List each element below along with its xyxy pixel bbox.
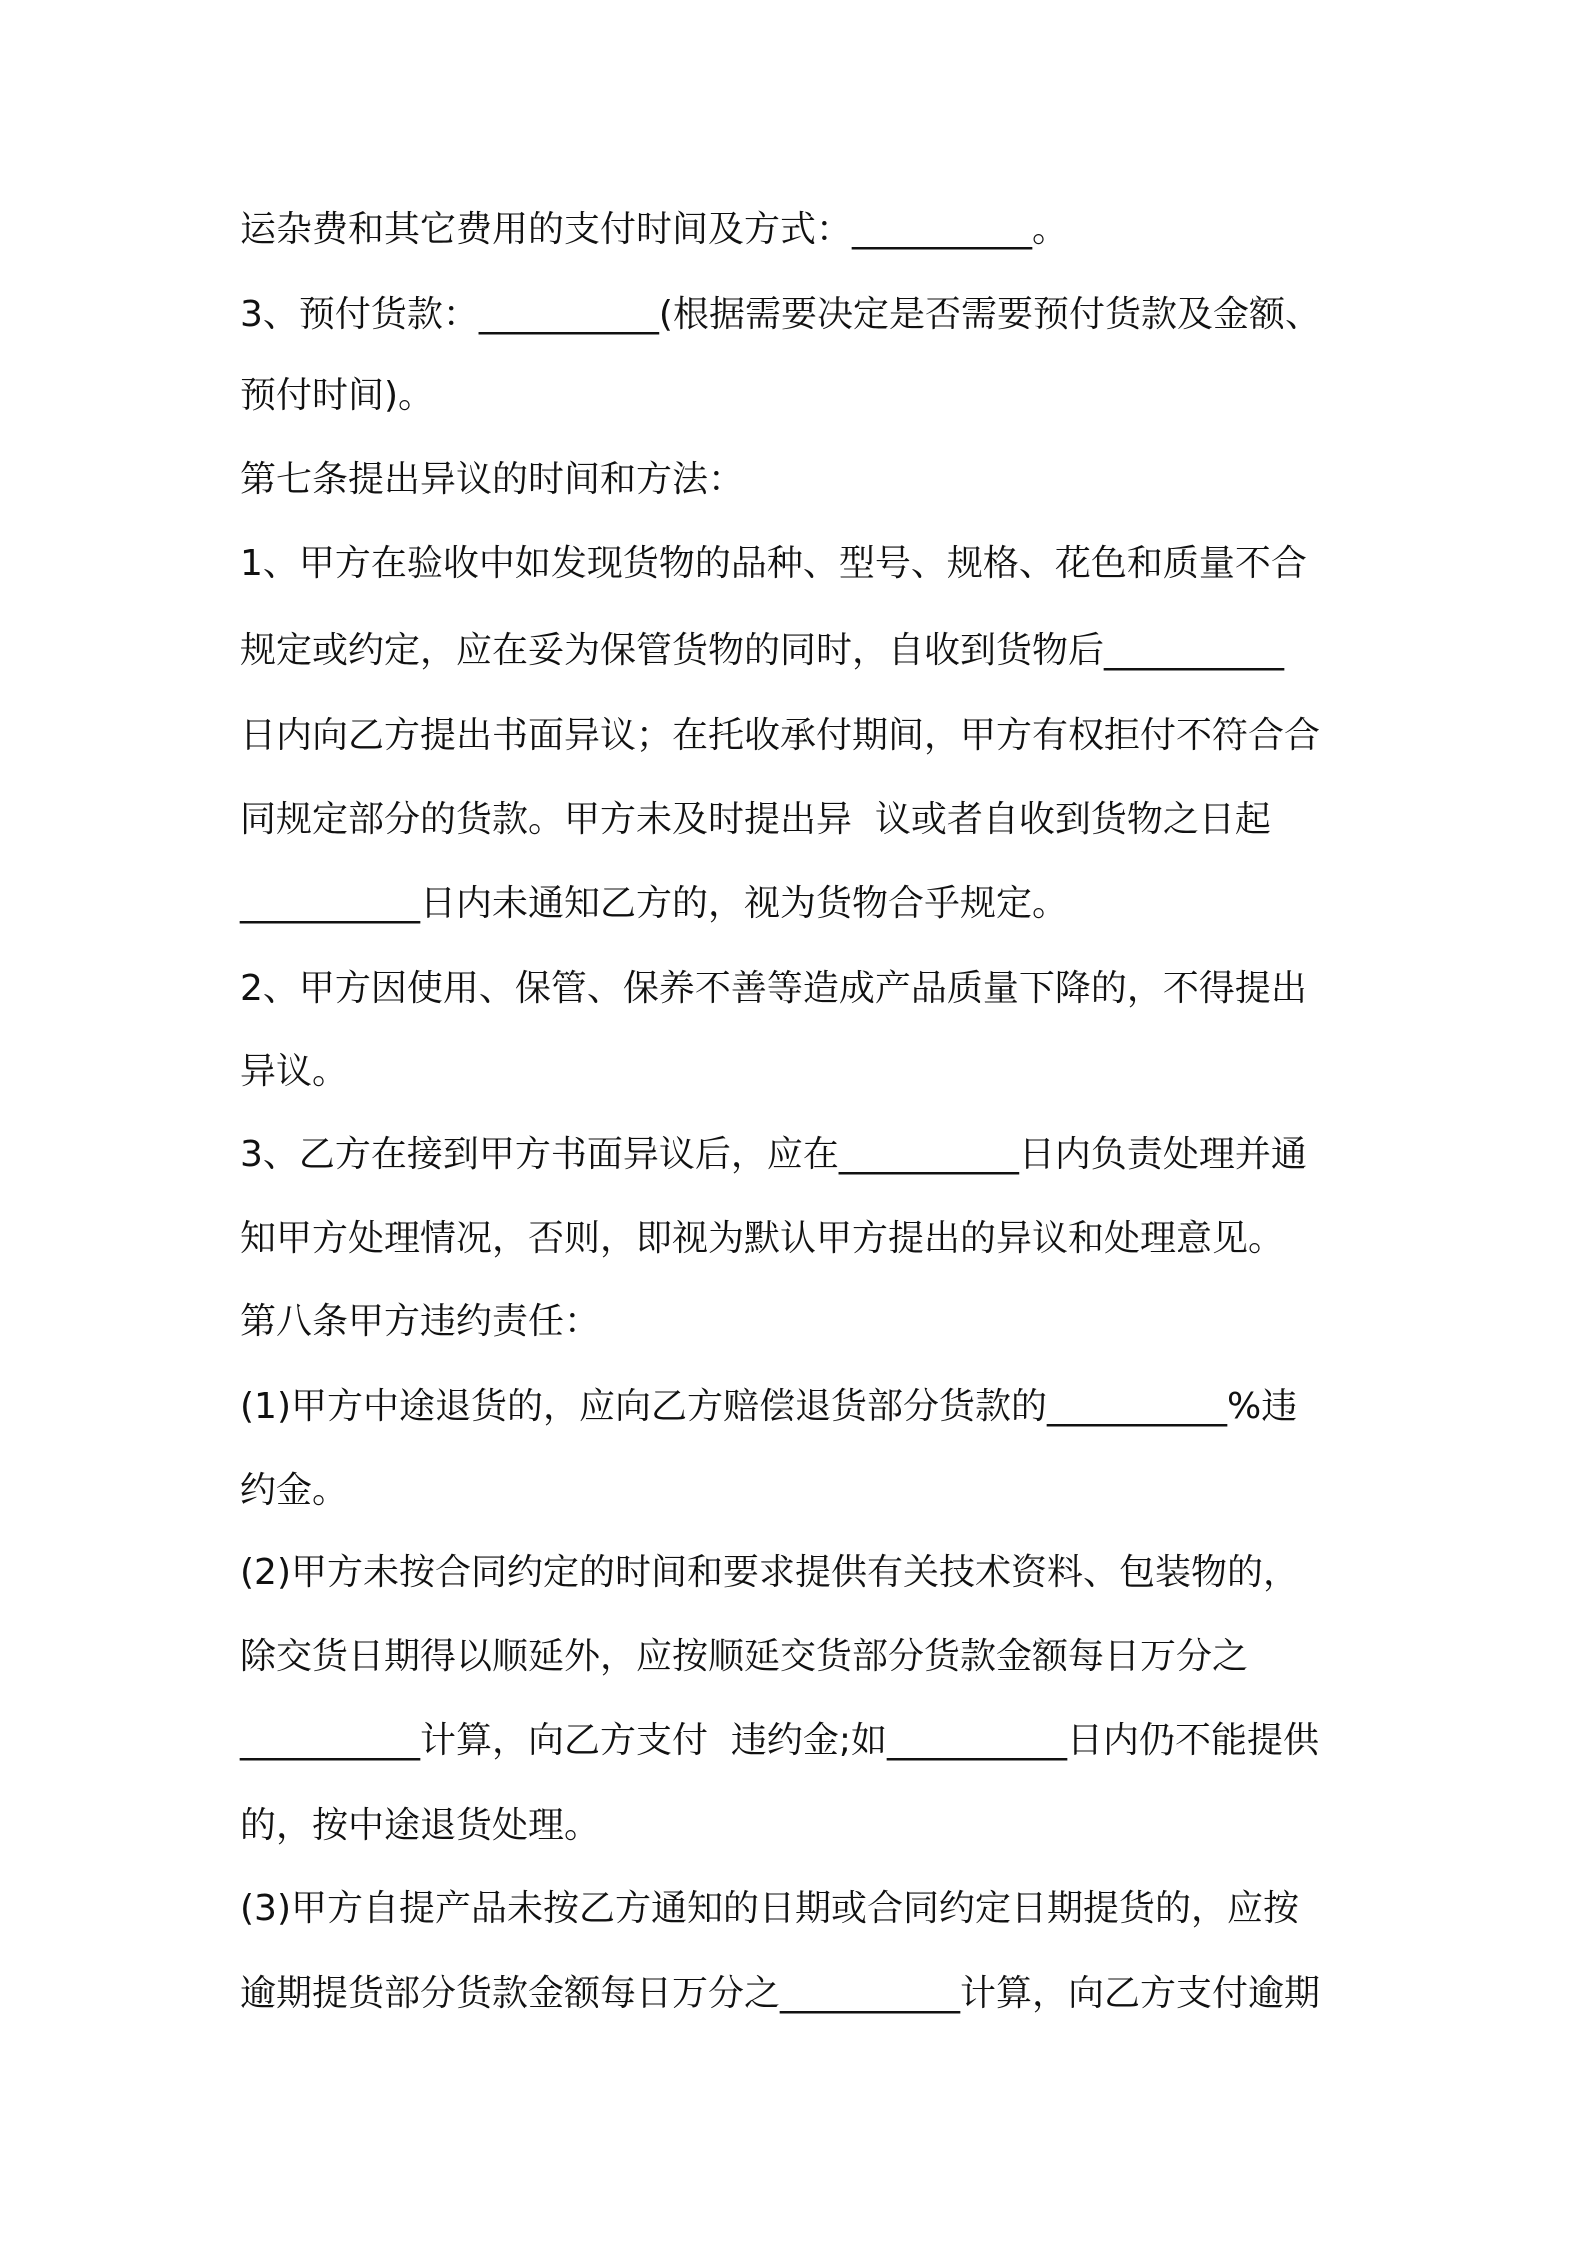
text-line: 2、甲方因使用、保管、保养不善等造成产品质量下降的，不得提出 <box>240 968 1307 1009</box>
text-line: 知甲方处理情况，否则，即视为默认甲方提出的异议和处理意见。 <box>240 1218 1285 1259</box>
text-line: 同规定部分的货款。甲方未及时提出异 议或者自收到货物之日起 <box>240 799 1271 840</box>
text-line: (3)甲方自提产品未按乙方通知的日期或合同约定日期提货的，应按 <box>240 1888 1299 1929</box>
text-line: __________日内未通知乙方的，视为货物合乎规定。 <box>240 883 1069 924</box>
section-heading: 第七条提出异议的时间和方法： <box>240 459 745 500</box>
text-line: 3、乙方在接到甲方书面异议后，应在__________日内负责处理并通 <box>240 1134 1307 1175</box>
text-line: (2)甲方未按合同约定的时间和要求提供有关技术资料、包装物的， <box>240 1552 1299 1593</box>
text-line: 运杂费和其它费用的支付时间及方式：__________。 <box>240 209 1069 250</box>
text-line: 逾期提货部分货款金额每日万分之__________计算，向乙方支付逾期 <box>240 1973 1321 2014</box>
text-line: __________计算，向乙方支付 违约金;如__________日内仍不能提供 <box>240 1720 1320 1761</box>
text-line: 规定或约定，应在妥为保管货物的同时，自收到货物后__________ <box>240 630 1285 671</box>
text-line: 1、甲方在验收中如发现货物的品种、型号、规格、花色和质量不合 <box>240 543 1307 584</box>
text-line: 日内向乙方提出书面异议；在托收承付期间，甲方有权拒付不符合合 <box>240 715 1321 756</box>
text-line: 的，按中途退货处理。 <box>240 1805 601 1846</box>
text-line: 预付时间)。 <box>240 375 435 416</box>
text-line: 异议。 <box>240 1051 349 1092</box>
text-line: 约金。 <box>240 1470 349 1511</box>
text-line: (1)甲方中途退货的，应向乙方赔偿退货部分货款的__________%违 <box>240 1386 1298 1427</box>
section-heading: 第八条甲方违约责任： <box>240 1301 601 1342</box>
text-line: 除交货日期得以顺延外，应按顺延交货部分货款金额每日万分之 <box>240 1636 1249 1677</box>
text-line: 3、预付货款：__________(根据需要决定是否需要预付货款及金额、 <box>240 294 1321 335</box>
